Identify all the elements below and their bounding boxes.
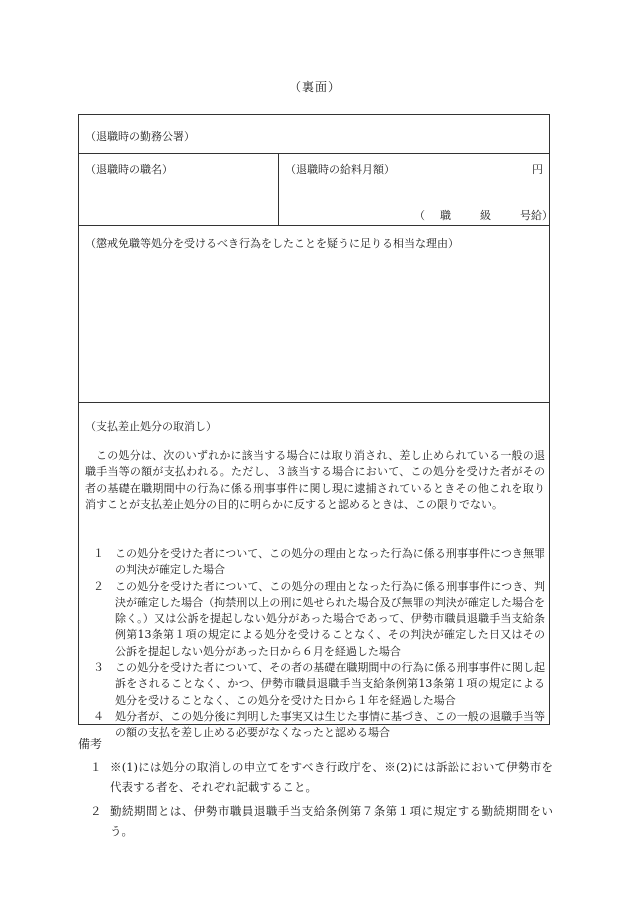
cancel-item-number: ２: [93, 579, 104, 593]
cancel-items: [85, 546, 545, 742]
cancel-item-number: ３: [93, 661, 104, 675]
reason-label: （懲戒免職等処分を受けるべき行為をしたことを疑うに足りる相当な理由）: [85, 237, 459, 250]
grade-shoku: 職: [440, 209, 451, 222]
cancel-label: （支払差止処分の取消し）: [85, 420, 217, 433]
title-label: （退職時の職名）: [85, 163, 173, 176]
note-item: [88, 757, 553, 797]
office-row: [79, 115, 549, 154]
notes-title: 備考: [78, 737, 103, 751]
notes-list: [88, 757, 553, 845]
cancel-item: [85, 660, 545, 709]
cancel-paragraph: この処分は、次のいずれかに該当する場合には取り消され、差し止められている一般の退職手当等の額が支払われる。ただし、３該当する場合において、この処分を受けた者がその者の基礎在職期間中の行為に係る刑事事件に関し現に逮捕されているときその他これを取り消すことが支払差止処分の目的に明らかに反すると認めるときは、この限りでない。: [85, 449, 545, 511]
cancel-item-text: この処分を受けた者について、その者の基礎在職期間中の行為に係る刑事事件に関し起訴をされることなく、かつ、伊勢市職員退職手当支給条例第13条第１項の規定による処分を受けることなく、この処分を受けた日から１年を経過した場合: [115, 661, 545, 707]
cancel-item-number: ４: [93, 709, 104, 723]
form-table: [78, 114, 553, 740]
note-item: [88, 801, 553, 841]
cancel-item: [85, 546, 545, 579]
title-cell: [79, 154, 279, 225]
salary-cell: [279, 154, 553, 225]
note-number: １: [90, 760, 102, 774]
salary-label: （退職時の給料月額）: [285, 163, 395, 176]
grade-kyu: 級: [480, 209, 491, 222]
grade-line: [414, 207, 553, 223]
title-salary-row: [79, 154, 553, 226]
note-text: ※(1)には処分の取消しの申立てをすべき行政庁を、※(2)には訴訟において伊勢市を代表する者を、それぞれ記載すること。: [110, 760, 553, 794]
cancel-item-text: 処分者が、この処分後に判明した事実又は生じた事情に基づき、この一般の退職手当等の額の支払を差し止める必要がなくなったと認める場合: [115, 709, 545, 740]
note-text: 勤続期間とは、伊勢市職員退職手当支給条例第７条第１項に規定する勤続期間をいう。: [110, 804, 553, 838]
cancel-item: [85, 709, 545, 742]
cancel-item-text: この処分を受けた者について、この処分の理由となった行為に係る刑事事件につき無罪の判決が確定した場合: [115, 547, 545, 577]
cancel-item-number: １: [93, 547, 104, 560]
note-number: ２: [90, 804, 102, 818]
cancel-row: [79, 403, 549, 740]
cancel-item: [85, 579, 545, 660]
cancel-item-text: この処分を受けた者について、この処分の理由となった行為に係る刑事事件につき、判決が確定した場合（拘禁刑以上の刑に処せられた場合及び無罪の判決が確定した場合を除く。）又は公訴を提起しない処分があった場合であって、伊勢市職員退職手当支給条例第13条第１項の規定による処分を受けることなく、その判決が確定した日又はその公訴を提起しない処分があった日から６月を経過した場合: [115, 579, 545, 658]
yen-unit: 円: [532, 163, 543, 176]
reason-row: [79, 226, 549, 403]
grade-open-paren: （: [414, 209, 425, 222]
grade-gokyu: 号給）: [520, 209, 553, 222]
page-heading: （裏面）: [288, 80, 341, 94]
office-label: （退職時の勤務公署）: [85, 130, 195, 143]
